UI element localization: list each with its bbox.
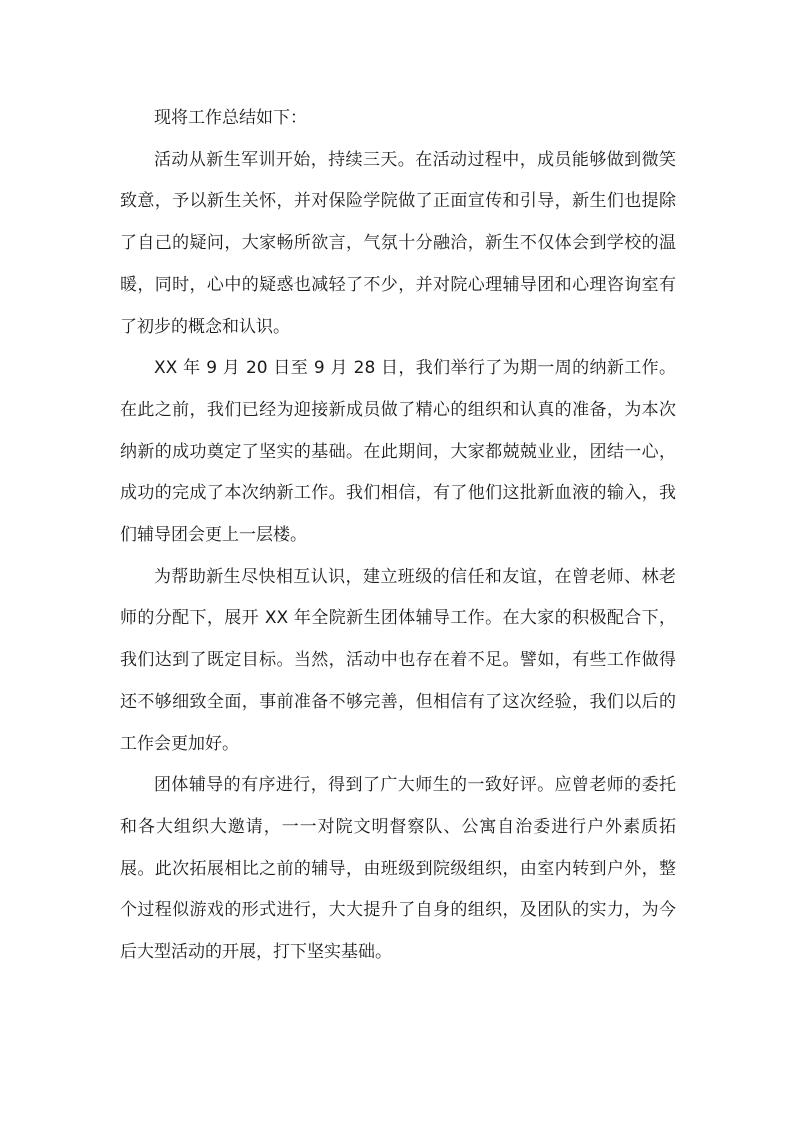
paragraph-military-training: 活动从新生军训开始，持续三天。在活动过程中，成员能够做到微笑致意，予以新生关怀，并对保险学院做了正面宣传和引导，新生们也提除了自己的疑问，大家畅所欲言，气氛十分融洽，新生不仅体会到学校的温暖，同时，心中的疑惑也减轻了不少，并对院心理辅导团和心理咨询室有了初步的概念和认识。: [120, 149, 676, 337]
paragraph-recruitment: XX 年 9 月 20 日至 9 月 28 日，我们举行了为期一周的纳新工作。在此之前，我们已经为迎接新成员做了精心的组织和认真的准备，为本次纳新的成功奠定了坚实的基础。在此期间，大家都兢兢业业，团结一心，成功的完成了本次纳新工作。我们相信，有了他们这批新血液的输入，我们辅导团会更上一层楼。: [120, 358, 676, 546]
paragraph-outdoor-expansion: 团体辅导的有序进行，得到了广大师生的一致好评。应曾老师的委托和各大组织大邀请，一一对院文明督察队、公寓自治委进行户外素质拓展。此次拓展相比之前的辅导，由班级到院级组织，由室内转到户外，整个过程似游戏的形式进行，大大提升了自身的组织，及团队的实力，为今后大型活动的开展，打下坚实基础。: [120, 775, 676, 963]
document-body: [120, 98, 676, 974]
paragraph-intro: 现将工作总结如下：: [154, 108, 307, 128]
paragraph-group-counseling: 为帮助新生尽快相互认识，建立班级的信任和友谊，在曾老师、林老师的分配下，展开 XX 年全院新生团体辅导工作。在大家的积极配合下，我们达到了既定目标。当然，活动中也存在着不足。譬如，有些工作做得还不够细致全面，事前准备不够完善，但相信有了这次经验，我们以后的工作会更加好。: [120, 566, 676, 754]
